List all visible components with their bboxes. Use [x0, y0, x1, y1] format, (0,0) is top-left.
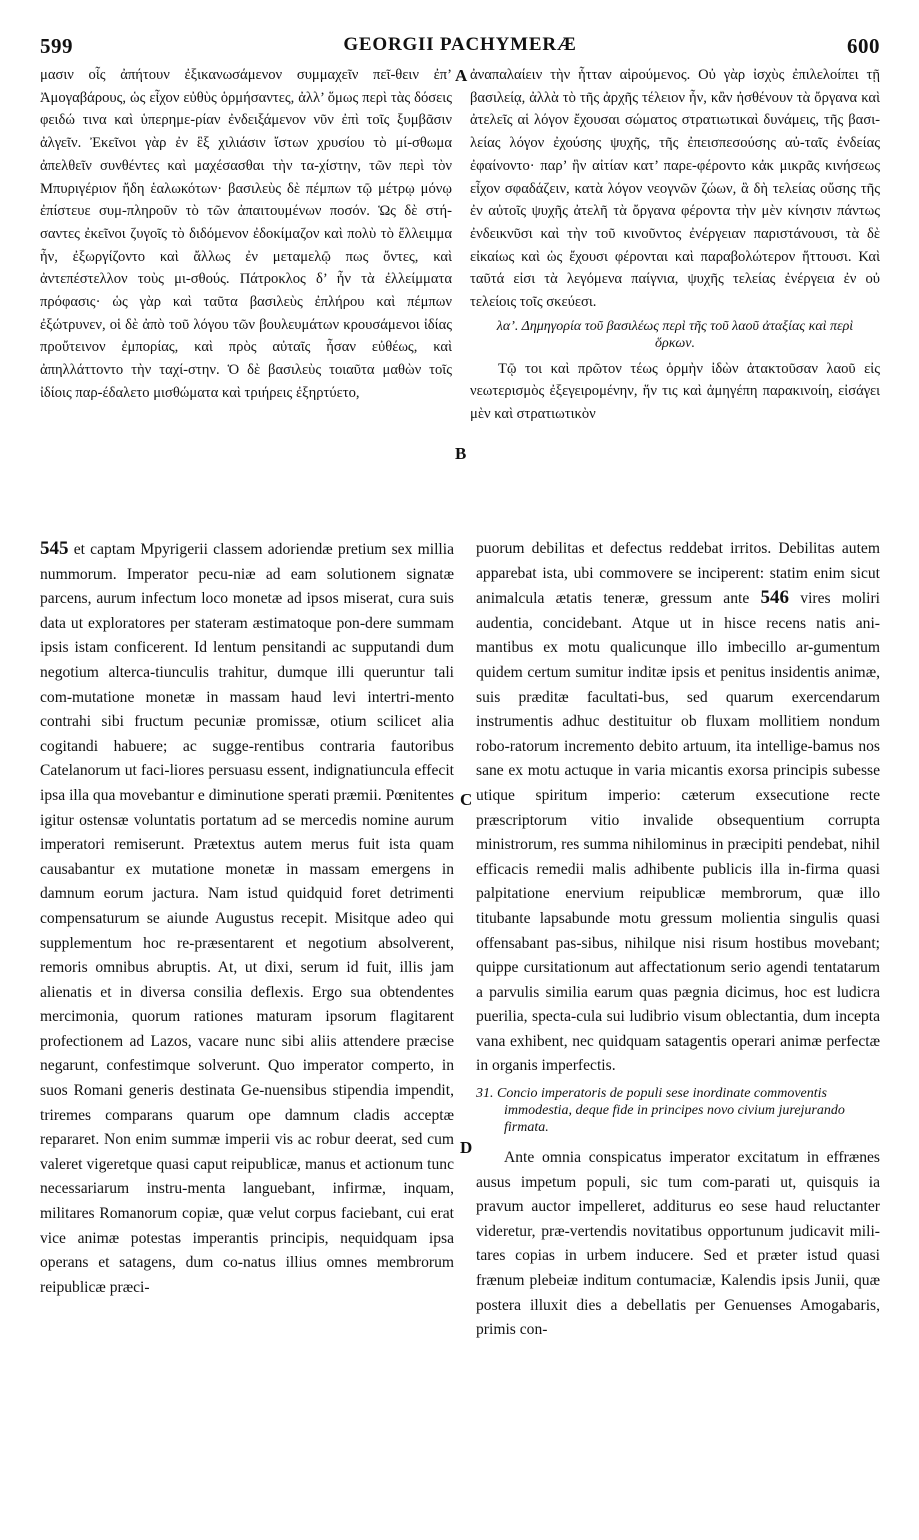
- latin-column-left: [40, 537, 454, 1300]
- greek-column-right: [470, 64, 880, 426]
- section-marker-d: D: [460, 1138, 473, 1157]
- page-number-right: 600: [847, 34, 880, 58]
- margin-page-number-546: 546: [760, 587, 790, 609]
- section-marker-a: A: [455, 66, 468, 85]
- section-marker-b: B: [455, 444, 467, 463]
- latin-right-paragraph-2: Ante omnia conspicatus imperator excitatum in effrænes ausus impetum populi, sic tum com-parati ut, quisquis ia pravum auctor impelleret, additurus eo sese haud reluctanter videretur, præ-vertendis novitatibus opportunum judicavit mili-tares copias in urbem inducere. Sed et præter istud quasi frænum plebeiæ inditum contumaciæ, Kalendis ipsis Junii, quæ postera illuxit dies a debellatis per Genuenses Amogabaris, primis con-: [476, 1149, 880, 1339]
- greek-section-heading: λα’. Δημηγορία τοῦ βασιλέως περὶ τῆς τοῦ λαοῦ ἀταξίας καὶ περὶ ὅρκων.: [496, 318, 854, 351]
- latin-right-paragraph-1: [476, 537, 880, 1079]
- greek-right-paragraph-2: Τῷ τοι καὶ πρῶτον τέως ὁρμὴν ἰδὼν ἀτακτοῦσαν λαοῦ εἰς νεωτερισμὸς ἐξεγειρομένην, ἥν τις καὶ ἀμηγέπη παρακινοίη, εἰσάγει μὲν καὶ στρατιωτικὸν: [470, 360, 880, 423]
- latin-right-text-before: puorum debilitas et defectus reddebat irritos. Debilitas autem apparebat ista, ubi commovere se inciperent: statim enim sicut animalcula ætatis teneræ, gressum ante: [476, 540, 880, 608]
- greek-left-paragraph: μασιν οἷς ἀπήτουν ἐξικανωσάμενον συμμαχεῖν πεῖ-θειν ἐπ’ Ἀμογαβάρους, ὡς εἶχον εὐθὺς ὁρμήσαντες, ἀλλ’ ὅμως περὶ τὰς δόσεις φειδώ τινα καὶ ὑπερημε-ρίαν ἐνδειξάμενον νῦν ἐπὶ τοῖς ξυμβᾶσιν ἀλγεῖν. Ἐκεῖνοι γὰρ ἐν ἓξ χιλιάσιν ἴστων χρυσίου τὸ μί-σθωμα ἀπελθεῖν συνθέντες καὶ μαχέσασθαι τὴν τα-χίστην, τῶν περὶ τὸν Μπυριγέριον ἤδη ἑαλωκότων· βασιλεὺς δὲ πέμπων τῷ μέτρῳ μόνῳ ἐπίστευε συμ-πληροῦν τὸ τῶν ἀπαιτουμένων ποσόν. Ὡς δὲ στή-σαντες ἐκεῖνοι ζυγοῖς τὸ διδόμενον ἐδοκίμαζον καὶ πολὺ τὸ ἔλλειμμα ἦν, ἐξωργίζοντο καὶ ἄλλως ἐν μεταμελῷ πως ὄντες, καὶ ἀντεπέστελλον τοὺς μι-σθούς. Πάτροκλος δ’ ἦν τὰ ἐλλείμματα πρόφασις· ὡς γὰρ καὶ ταῦτα βασιλεὺς ἐπλήρου καὶ πέμπων ἐξώτρυνεν, οἱ δὲ ἀπὸ τοῦ λόγου τῶν βουλευμάτων κρουσάμενοι ἰδίας προὔτεινον ἐμπορίας, καὶ πρὸς αὐταῖς ἦσαν εὐθέως, καὶ ἀπηλλάττοντο τὴν ταχί-στην. Ὁ δὲ βασιλεὺς τοιαῦτα μαθὼν τοῖς ἰδίοις παρ-έδαλετο μισθώματα καὶ τριήρεις ἐξηρτύετο,: [40, 67, 452, 401]
- running-title: GEORGII PACHYMERÆ: [343, 34, 577, 55]
- latin-left-text: et captam Mpyrigerii classem adoriendæ pretium sex millia nummorum. Imperator pecu-niæ ad eam solutionem signatæ parcens, aurum infectum loco monetæ ad ipsos miserat, cura suis data ut exploratores per stateram æstimatoque pon-dere summam ipsis istam conficerent. Id lentum pensitandi ac supputandi dum negotium alterca-tiunculis trahitur, dumque illi queruntur tali com-mutatione monetæ in massam haud levi intertri-mento contrahi sibi fructum pecuniæ promissæ, otium scilicet alia cogitandi habuere; ac sugge-rentibus contraria fautoribus Catelanorum ut faci-liores persuasu essent, indignatiuncula effecit ipsa illa qua movebantur e diminutione sperati præmii. Pœnitentes igitur ostensæ voluntatis portatum ad se mercedis nomine aurum imperatori remiserunt. Prætextus autem merus fuit ista quam causabantur ex mutatione monetæ in massam emergens in damnum eorum jactura. Nam istud quidquid foret detrimenti compensaturum se aiunde Augustus recepit. Misitque adeo qui supplementum hoc re-præsentarent et negotium absolverent, remoris omnibus abruptis. At, ut dixi, serum id fuit, illis jam alienatis et in diversa consilia deflexis. Ergo sua obtendentes mercimonia, quorum rationes maturam ipsorum flagitarent profectionem ad Lazos, vacare nunc sibi aliis attendere præcise negarunt, confestimque solverunt. Quo imperator comperto, in suos Romani generis destinata Ge-nuensibus stipendia impendit, triremes comparans quarum ope damnum cladis acceptæ repararet. Non enim summæ imperii vis ac robur deerat, sed cum valeret vigeretque quasi caput reipublicæ, manus et actionum tunc necessariarum instru-menta languebant, infirmæ, inquam, militares Romanorum copiæ, quæ velut corpus faciebant, cui erat vice animæ potestas imperantis principis, nequidquam ipsa operans et satagens, dum co-natus illius omnes membrorum reipublicæ præci-: [40, 541, 454, 1296]
- latin-left-paragraph: [40, 537, 454, 1300]
- margin-page-number-545: 545: [40, 538, 69, 559]
- latin-column-right: [476, 537, 880, 1343]
- greek-column-left: [40, 64, 452, 405]
- greek-right-paragraph-1: ἀναπαλαίειν τὴν ἧτταν αἱρούμενος. Οὐ γὰρ ἰσχὺς ἐπιλελοίπει τῇ βασιλείᾳ, ἀλλὰ τὸ τῆς ἀρχῆς τέλειον ἦν, κἂν ἠσθένουν τὰ ὄργανα καὶ ἀτελεῖς αἱ λόγον ἔχουσαι σώματος στρατιωτικαὶ δυνάμεις, τῆς βασι-λείας λόγον ἐχούσης ψυχῆς, τῆς ἐπεισπεσούσης αὐ-ταῖς ἐνδείας ἐφαίνοντο· παρ’ ἣν αἰτίαν κατ’ παρε-φέροντο κἀκ μικρᾶς κινήσεως εἶχον σφαδάζειν, κατὰ λόγον νεογνῶν ζώων, ἃ δὴ τελείας οὔσης τῆς ἐν αὐτοῖς ψυχῆς ἀτελῆ τὰ ὄργανα φέροντα τὴν μὲν κίνησιν πάντως ἐνδεικνῦσι καὶ τὴν τοῦ κινοῦντος ἐνέργειαν παριστάνουσι, τὰ δὲ εἰκαίως καὶ ὡς ἔχουσι φέρονται καὶ παραβολώτερον ἥττουσι. Καὶ ταῦτά εἰσι τὰ λεγόμενα παίγνια, ψυχῆς τελείας ἐνέργεια ἐν οὐ τελείοις τοῖς σκεύεσι.: [470, 67, 880, 311]
- section-marker-c: C: [460, 790, 473, 809]
- latin-right-text-after: vires moliri audentia, concidebant. Atque ut in hisce recens natis ani-mantibus ex motu qualicunque illo imbecillo ar-gumentum quidem certum sumitur inditæ ipsis et penitus insidentis animæ, suis præditæ facultati-bus, sed quarum exercendarum instrumentis adhuc destituitur ob fluxam mollitiem nondum robo-ratorum incremento debito artuum, ita intellige-bamus nos sane ex motu actuque in varia micantis exorsa principis subesse utique spiritum imperio: cæterum exsecutione recte præscriptorum vitio invalide obsequentium corrupta ministrorum, res summa nihilominus in præcipiti pendebat, nihil efficacis remedii malis adhibente publicis illa in-firma quasi palpitatione enervium reipublicæ membrorum, quæ illo titubante lapsabunde motu gressum molientia singulis quasi offensabant pas-sibus, nihilque nisi risum hostibus movebant; quippe cursitationum aut affectationum serio agendi tentatarum a parvulis similia earum quas pægnia dicimus, hoc est ludicra puerilia, specta-cula sui ludibrio visum oblectantia, dum incepta vana exhibent, nec quidquam satagentis operari animæ perfectæ in organis imperfectis.: [476, 590, 880, 1075]
- latin-section-heading: 31. Concio imperatoris de populi sese inordinate commoventis immodestia, deque fide in principes novo civium jurejurando firmata.: [476, 1086, 845, 1136]
- page-header: [40, 34, 880, 62]
- page-number-left: 599: [40, 34, 73, 58]
